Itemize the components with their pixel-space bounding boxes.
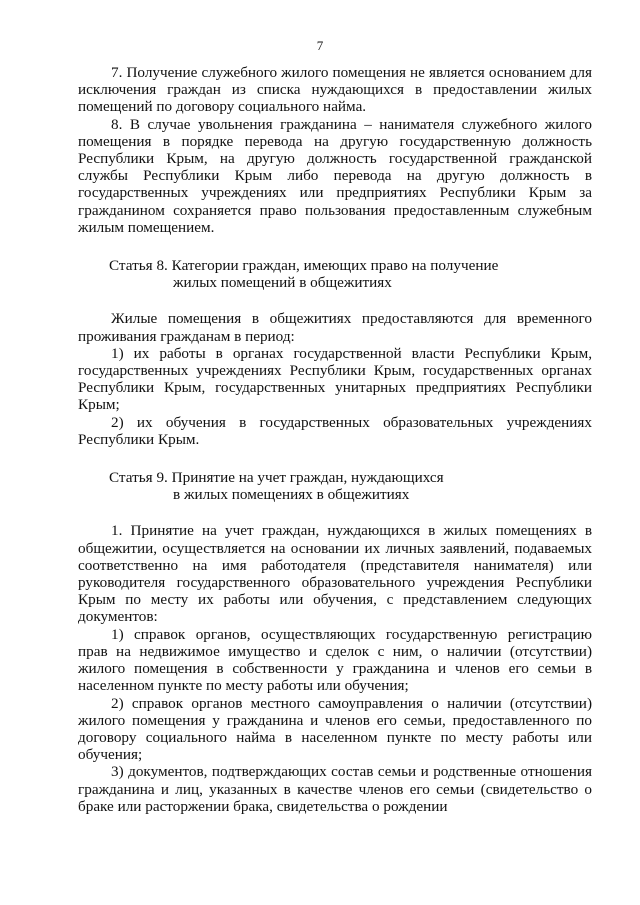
article-9-heading bbox=[78, 469, 592, 503]
article-8-title-line2: жилых помещений в общежитиях bbox=[173, 274, 392, 292]
paragraph-7: 7. Получение служебного жилого помещения не является основанием для исключения граждан из списка нуждающихся в предоставлении жилых помещений по договору социального найма. bbox=[78, 64, 592, 116]
article-9-title-line2: в жилых помещениях в общежитиях bbox=[173, 486, 410, 504]
article-9-item: 1) справок органов, осуществляющих государственную регистрацию прав на недвижимое имущество и сделок с ним, о наличии (отсутствии) жилого помещения в собственности у гражданина и членов его семьи в населенном пункте по месту работы или обучения; bbox=[78, 625, 592, 695]
article-9-item: 2) справок органов местного самоуправления о наличии (отсутствии) жилого помещения у гражданина и членов его семьи, предоставленного по договору социального найма в населенном пункте по месту работы или обучения; bbox=[78, 694, 592, 764]
article-8-title-line1: Статья 8. Категории граждан, имеющих право на получение bbox=[109, 257, 499, 275]
article-9-title-line1: Статья 9. Принятие на учет граждан, нуждающихся bbox=[109, 469, 444, 487]
article-8-item: 1) их работы в органах государственной власти Республики Крым, государственных учреждениях Республики Крым, государственных органах Республики Крым, государственных унитарных предприятиях Республики Крым; bbox=[78, 344, 592, 414]
paragraph-8: 8. В случае увольнения гражданина – нанимателя служебного жилого помещения в порядке перевода на другую государственную должность Республики Крым, на другую должность государственной гражданской службы Республики Крым либо перевода на другую должность в государственных учреждениях или предприятиях Республики Крым за гражданином сохраняется право пользования предоставленным служебным жилым помещением. bbox=[78, 115, 592, 236]
article-9-paragraph: 1. Принятие на учет граждан, нуждающихся в жилых помещениях в общежитии, осуществляется на основании их личных заявлений, подаваемых соответственно на имя работодателя (представителя нанимателя) или руководителя государственного образовательного учреждения Республики Крым по месту их работы или обучения, с представлением следующих документов: bbox=[78, 522, 592, 626]
page-number: 7 bbox=[316, 38, 324, 53]
document-body bbox=[78, 64, 592, 815]
article-8-heading bbox=[78, 257, 592, 291]
article-9-item: 3) документов, подтверждающих состав семьи и родственные отношения гражданина и лиц, указанных в качестве членов его семьи (свидетельство о браке или расторжении брака, свидетельства о рождении bbox=[78, 763, 592, 815]
article-8-paragraph: Жилые помещения в общежитиях предоставляются для временного проживания гражданам в период: bbox=[78, 310, 592, 345]
article-8-item: 2) их обучения в государственных образовательных учреждениях Республики Крым. bbox=[78, 413, 592, 448]
